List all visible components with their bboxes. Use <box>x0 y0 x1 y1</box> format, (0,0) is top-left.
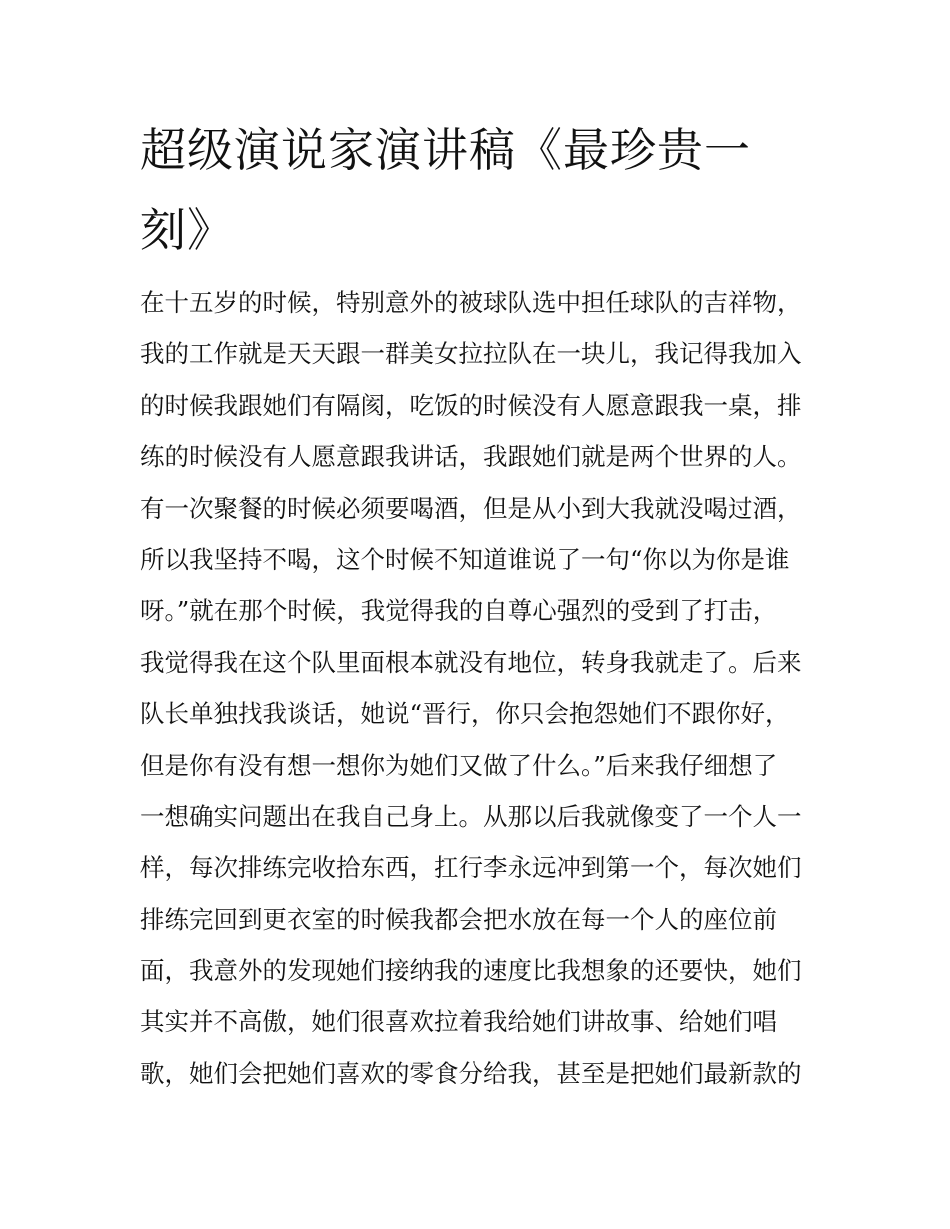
body-line: 呀。”就在那个时候，我觉得我的自尊心强烈的受到了打击， <box>140 596 778 626</box>
title-line: 刻》 <box>140 203 234 257</box>
body-line: 但是你有没有想一想你为她们又做了什么。”后来我仔细想了 <box>140 750 778 780</box>
body-line: 我的工作就是天天跟一群美女拉拉队在一块儿，我记得我加入 <box>140 339 802 369</box>
body-line: 我觉得我在这个队里面根本就没有地位，转身我就走了。后来 <box>140 647 802 677</box>
body-line: 的时候我跟她们有隔阂，吃饭的时候没有人愿意跟我一桌，排 <box>140 390 802 420</box>
body-line: 在十五岁的时候，特别意外的被球队选中担任球队的吉祥物， <box>140 288 802 317</box>
body-line: 练的时候没有人愿意跟我讲话，我跟她们就是两个世界的人。 <box>140 442 802 472</box>
body-line: 排练完回到更衣室的时候我都会把水放在每一个人的座位前 <box>140 904 777 934</box>
body-line: 样，每次排练完收拾东西，扛行李永远冲到第一个，每次她们 <box>140 853 802 883</box>
body-line: 队长单独找我谈话，她说“晋行，你只会抱怨她们不跟你好， <box>140 699 790 729</box>
title-line: 超级演说家演讲稿《最珍贵一 <box>140 123 751 177</box>
body-line: 面，我意外的发现她们接纳我的速度比我想象的还要快，她们 <box>140 956 802 986</box>
document-title <box>140 110 830 270</box>
body-line: 一想确实问题出在我自己身上。从那以后我就像变了一个人一 <box>140 801 802 831</box>
body-line: 有一次聚餐的时候必须要喝酒，但是从小到大我就没喝过酒， <box>140 493 802 523</box>
body-line: 所以我坚持不喝，这个时候不知道谁说了一句“你以为你是谁 <box>140 544 790 574</box>
document-body <box>140 277 830 1099</box>
body-line: 歌，她们会把她们喜欢的零食分给我，甚至是把她们最新款的 <box>140 1058 802 1088</box>
body-line: 其实并不高傲，她们很喜欢拉着我给她们讲故事、给她们唱 <box>140 1007 777 1037</box>
